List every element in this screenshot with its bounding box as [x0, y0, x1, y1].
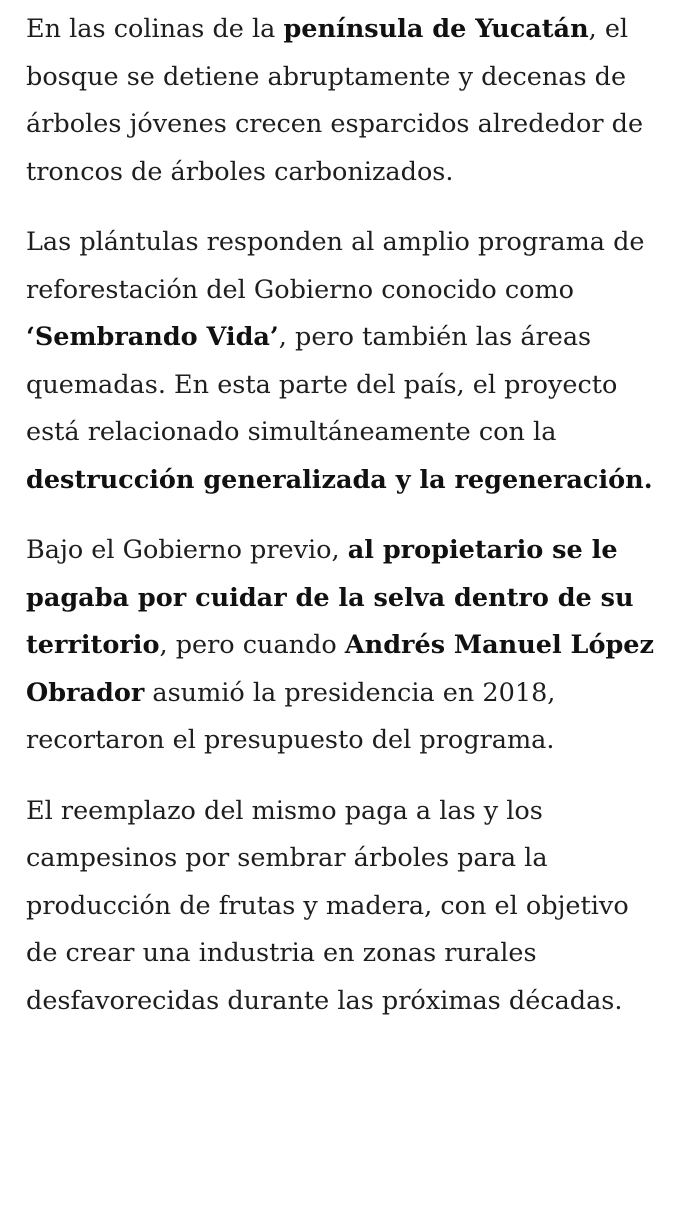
bold-text-owner-paid: al propietario se le pagaba por cuidar de la selva dentro de su territorio — [26, 535, 634, 660]
text-run: asumió la presidencia en 2018, recortaron el presupuesto del programa. — [26, 677, 556, 755]
bold-text-peninsula: península de Yucatán — [283, 14, 589, 44]
paragraph-1 — [26, 6, 665, 196]
article-body — [0, 6, 677, 1025]
paragraph-4 — [26, 788, 665, 1026]
paragraph-2 — [26, 219, 665, 504]
text-run: Las plántulas responden al amplio programa de reforestación del Gobierno conocido como — [26, 227, 645, 305]
text-run: , el bosque se detiene abruptamente y decenas de árboles jóvenes crecen esparcidos alrededor de troncos de árboles carbonizados. — [26, 14, 644, 187]
bold-text-program-name: ‘Sembrando Vida’ — [26, 322, 279, 352]
paragraph-3 — [26, 527, 665, 765]
text-run: , pero cuando — [159, 630, 345, 660]
text-run: Bajo el Gobierno previo, — [26, 535, 348, 565]
bold-text-president-name: Andrés Manuel López Obrador — [26, 630, 655, 708]
text-run: , pero también las áreas quemadas. En esta parte del país, el proyecto está relacionado simultáneamente con la — [26, 322, 618, 447]
text-run: El reemplazo del mismo paga a las y los campesinos por sembrar árboles para la producción de frutas y madera, con el objetivo de crear una industria en zonas rurales desfavorecidas durante las próximas décadas. — [26, 795, 629, 1016]
text-run: En las colinas de la — [26, 14, 284, 44]
bold-text-destruction: destrucción generalizada y la regeneración. — [26, 464, 653, 495]
